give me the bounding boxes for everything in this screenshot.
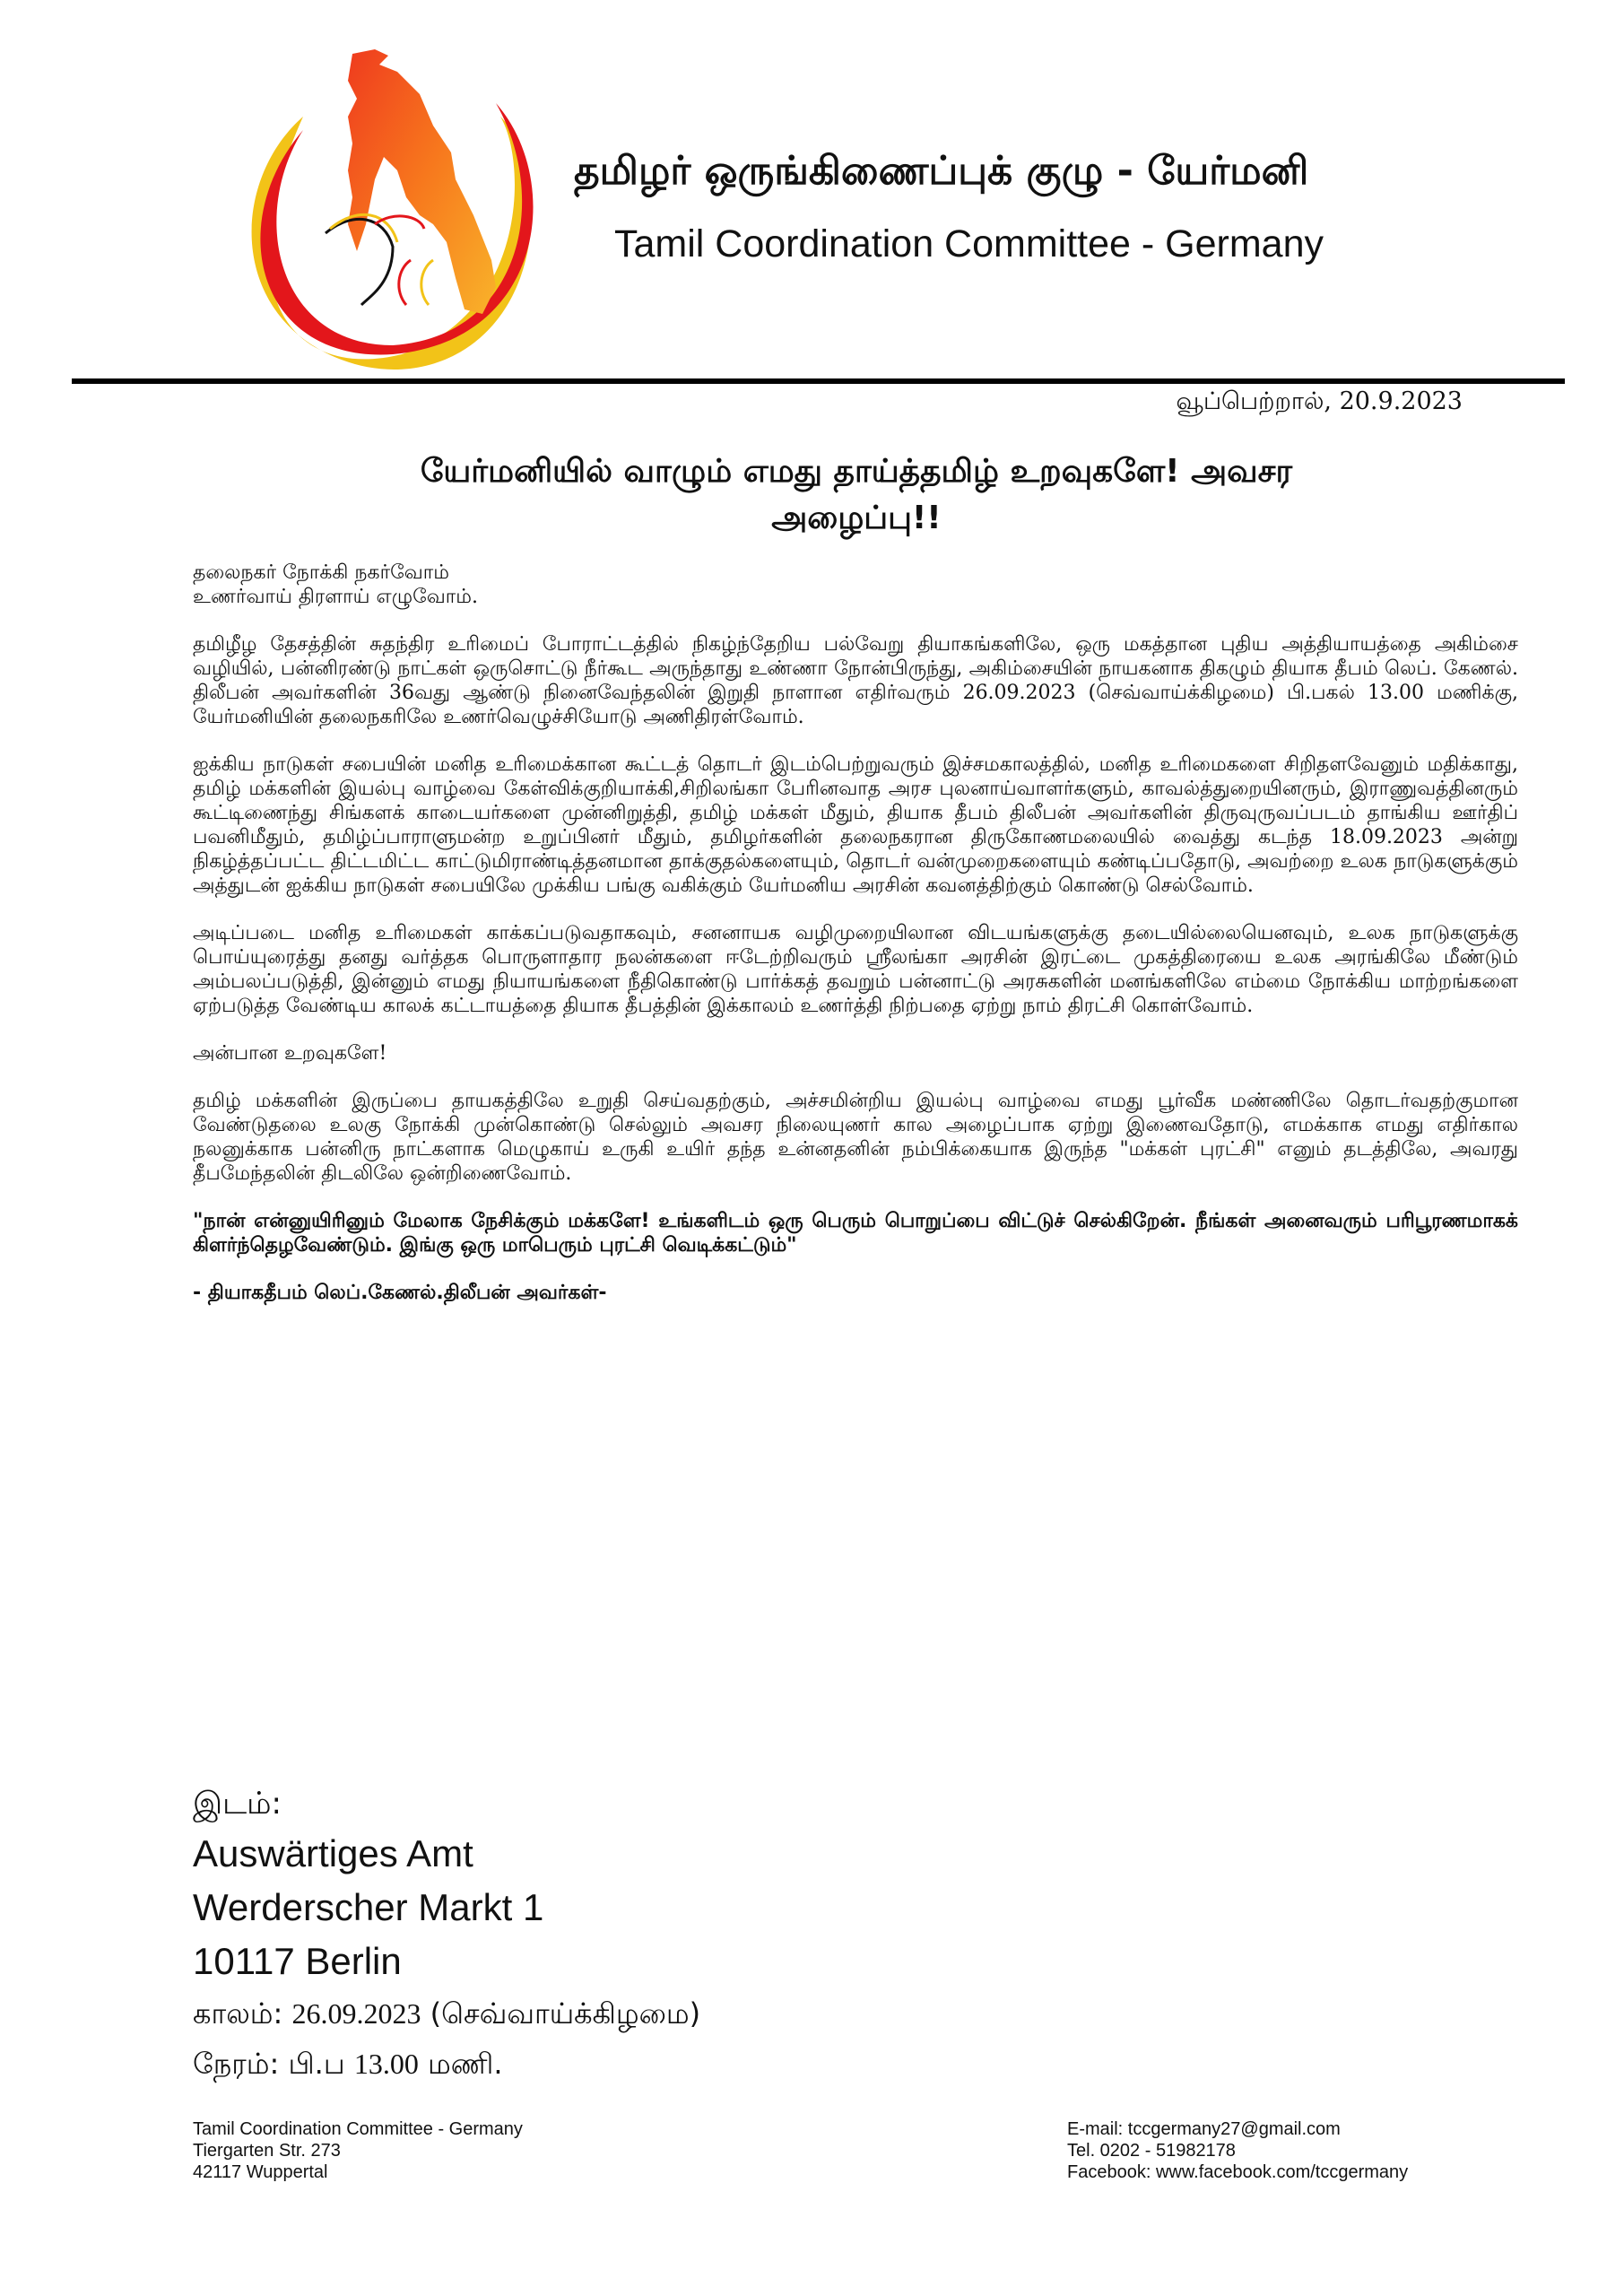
footer-facebook[interactable]: Facebook: www.facebook.com/tccgermany <box>1067 2162 1409 2182</box>
paragraph-1: தமிழீழ தேசத்தின் சுதந்திர உரிமைப் போராட்டத்தில் நிகழ்ந்தேறிய பல்வேறு தியாகங்களிலே, ஒரு மகத்தான புதிய அத்தியாயத்தை அகிம்சை வழியில், பன்னிரண்டு நாட்கள் ஒருசொட்டு நீர்கூட அருந்தாது உண்ணா நோன்பிருந்து, அகிம்சையின் நாயகனாக திகழும் தியாக தீபம் லெப். கேணல். திலீபன் அவர்களின் 36வது ஆண்டு நினைவேந்தலின் இறுதி நாளான எதிர்வரும் 26.09.2023 (செவ்வாய்க்கிழமை) பி.பகல் 13.00 மணிக்கு, யேர்மனியின் தலைநகரிலே உணர்வெழுச்சியோடு அணிதிரள்வோம். <box>193 633 1518 728</box>
paragraph-2: ஐக்கிய நாடுகள் சபையின் மனித உரிமைக்கான கூட்டத் தொடர் இடம்பெற்றுவரும் இச்சமகாலத்தில், மனித உரிமைகளை சிறிதளவேனும் மதிக்காது, தமிழ் மக்களின் இயல்பு வாழ்வை கேள்விக்குறியாக்கி,சிறிலங்கா பேரினவாத அரச புலனாய்வாளர்களும், காவல்த்துறையினரும், இராணுவத்தினரும் கூட்டிணைந்து சிங்களக் காடையர்களை முன்னிறுத்தி, தமிழ் மக்கள் மீதும், தியாக தீபம் திலீபன் அவர்களின் திருவுருவப்படம் தாங்கிய ஊர்திப் பவனிமீதும், தமிழ்ப்பாராளுமன்ற உறுப்பினர் மீதும், தமிழர்களின் தலைநகரான திருகோணமலையில் வைத்து கடந்த 18.09.2023 அன்று நிகழ்த்தப்பட்ட திட்டமிட்ட காட்டுமிராண்டித்தனமான தாக்குதல்களையும், தொடர் வன்முறைகளையும் கண்டிப்பதோடு, அவற்றை உலக நாடுகளுக்கும் அத்துடன் ஐக்கிய நாடுகள் சபையிலே முக்கிய பங்கு வகிக்கும் யேர்மனிய அரசின் கவனத்திற்கும் கொண்டு செல்வோம். <box>193 753 1518 897</box>
time-label: நேரம்: <box>193 2047 280 2081</box>
footer-org: Tamil Coordination Committee - Germany <box>193 2119 523 2139</box>
address-line: Auswärtiges Amt <box>193 1832 473 1874</box>
slogan-line: தலைநகர் நோக்கி நகர்வோம் <box>193 561 449 584</box>
footer-city: 42117 Wuppertal <box>193 2162 328 2182</box>
date-line: வூப்பெற்றால், 20.9.2023 <box>1176 387 1463 415</box>
place-label: இடம்: <box>193 1786 282 1822</box>
letter-body <box>193 561 1518 1328</box>
footer-phone: Tel. 0202 - 51982178 <box>1067 2141 1236 2161</box>
document-title <box>193 448 1520 542</box>
tcc-logo-icon <box>204 45 563 377</box>
date-label: காலம்: <box>193 1996 283 2031</box>
quote: "நான் என்னுயிரினும் மேலாக நேசிக்கும் மக்களே! உங்களிடம் ஒரு பெரும் பொறுப்பை விட்டுச் செல்கிறேன். நீங்கள் அனைவரும் பரிபூரணமாகக் கிளர்ந்தெழவேண்டும். இங்கு ஒரு மாபெரும் புரட்சி வெடிக்கட்டும்" <box>193 1210 1518 1257</box>
time-suffix: மணி. <box>428 2047 503 2081</box>
org-name-english: Tamil Coordination Committee - Germany <box>614 222 1324 265</box>
footer-address <box>193 2118 523 2183</box>
footer-contact <box>1067 2118 1408 2183</box>
quote-attribution: - தியாகதீபம் லெப்.கேணல்.திலீபன் அவர்கள்- <box>193 1282 607 1304</box>
slogan-line: உணர்வாய் திரளாய் எழுவோம். <box>193 586 478 608</box>
slogan <box>193 561 1518 609</box>
paragraph-4: தமிழ் மக்களின் இருப்பை தாயகத்திலே உறுதி செய்வதற்கும், அச்சமின்றிய இயல்பு வாழ்வை எமது பூர்வீக மண்ணிலே தொடர்வதற்குமான வேண்டுதலை உலகு நோக்கி முன்கொண்டு செல்லும் அவசர நிலையுணர் கால அழைப்பாக ஏற்று இணைவதோடு, எமக்காக எமது எதிர்கால நலனுக்காக பன்னிரு நாட்களாக மெழுகாய் உருகி உயிர் தந்த உன்னதனின் நம்பிக்கையாக இருந்த "மக்கள் புரட்சி" எனும் தடத்திலே, அவரது தீபமேந்தலின் திடலிலே ஒன்றிணைவோம். <box>193 1090 1518 1185</box>
address-line: Werderscher Markt 1 <box>193 1886 544 1928</box>
header-divider <box>72 378 1565 384</box>
title-line-2: அழைப்பு!! <box>771 500 942 536</box>
time-value: 13.00 <box>353 2048 419 2080</box>
footer-street: Tiergarten Str. 273 <box>193 2141 341 2161</box>
title-line-1: யேர்மனியில் வாழும் எமது தாய்த்தமிழ் உறவுகளே! அவசர <box>420 453 1293 490</box>
paragraph-3: அடிப்படை மனித உரிமைகள் காக்கப்படுவதாகவும், சனனாயக வழிமுறையிலான விடயங்களுக்கு தடையில்லையெனவும், உலக நாடுகளுக்கு பொய்யுரைத்து தனது வர்த்தக பொருளாதார நலன்களை ஈடேற்றிவரும் ஸ்ரீலங்கா அரசின் இரட்டை முகத்திரையை உலக அரங்கிலே மீண்டும் அம்பலப்படுத்தி, இன்னும் எமது நியாயங்களை நீதிகொண்டு பார்க்கத் தவறும் பன்னாட்டு அரசுகளின் மனங்களிலே எம்மை நோக்கிய மாற்றங்களை ஏற்படுத்த வேண்டிய காலக் கட்டாயத்தை தியாக தீபத்தின் இக்காலம் உணர்த்தி நிற்பதை ஏற்று நாம் திரட்சி கொள்வோம். <box>193 922 1518 1017</box>
footer-email[interactable]: E-mail: tccgermany27@gmail.com <box>1067 2119 1341 2139</box>
time-prefix: பி.ப <box>288 2047 345 2081</box>
logo-graphic <box>204 45 563 377</box>
date-day: (செவ்வாய்க்கிழமை) <box>430 1996 701 2031</box>
address-line: 10117 Berlin <box>193 1940 402 1982</box>
org-name-tamil: தமிழர் ஒருங்கிணைப்புக் குழு - யேர்மனி <box>574 148 1309 194</box>
salutation: அன்பான உறவுகளே! <box>193 1042 387 1065</box>
venue-block <box>193 1780 700 2089</box>
date-value: 26.09.2023 <box>291 1997 421 2030</box>
event-time <box>193 2039 700 2089</box>
event-date <box>193 1988 700 2039</box>
